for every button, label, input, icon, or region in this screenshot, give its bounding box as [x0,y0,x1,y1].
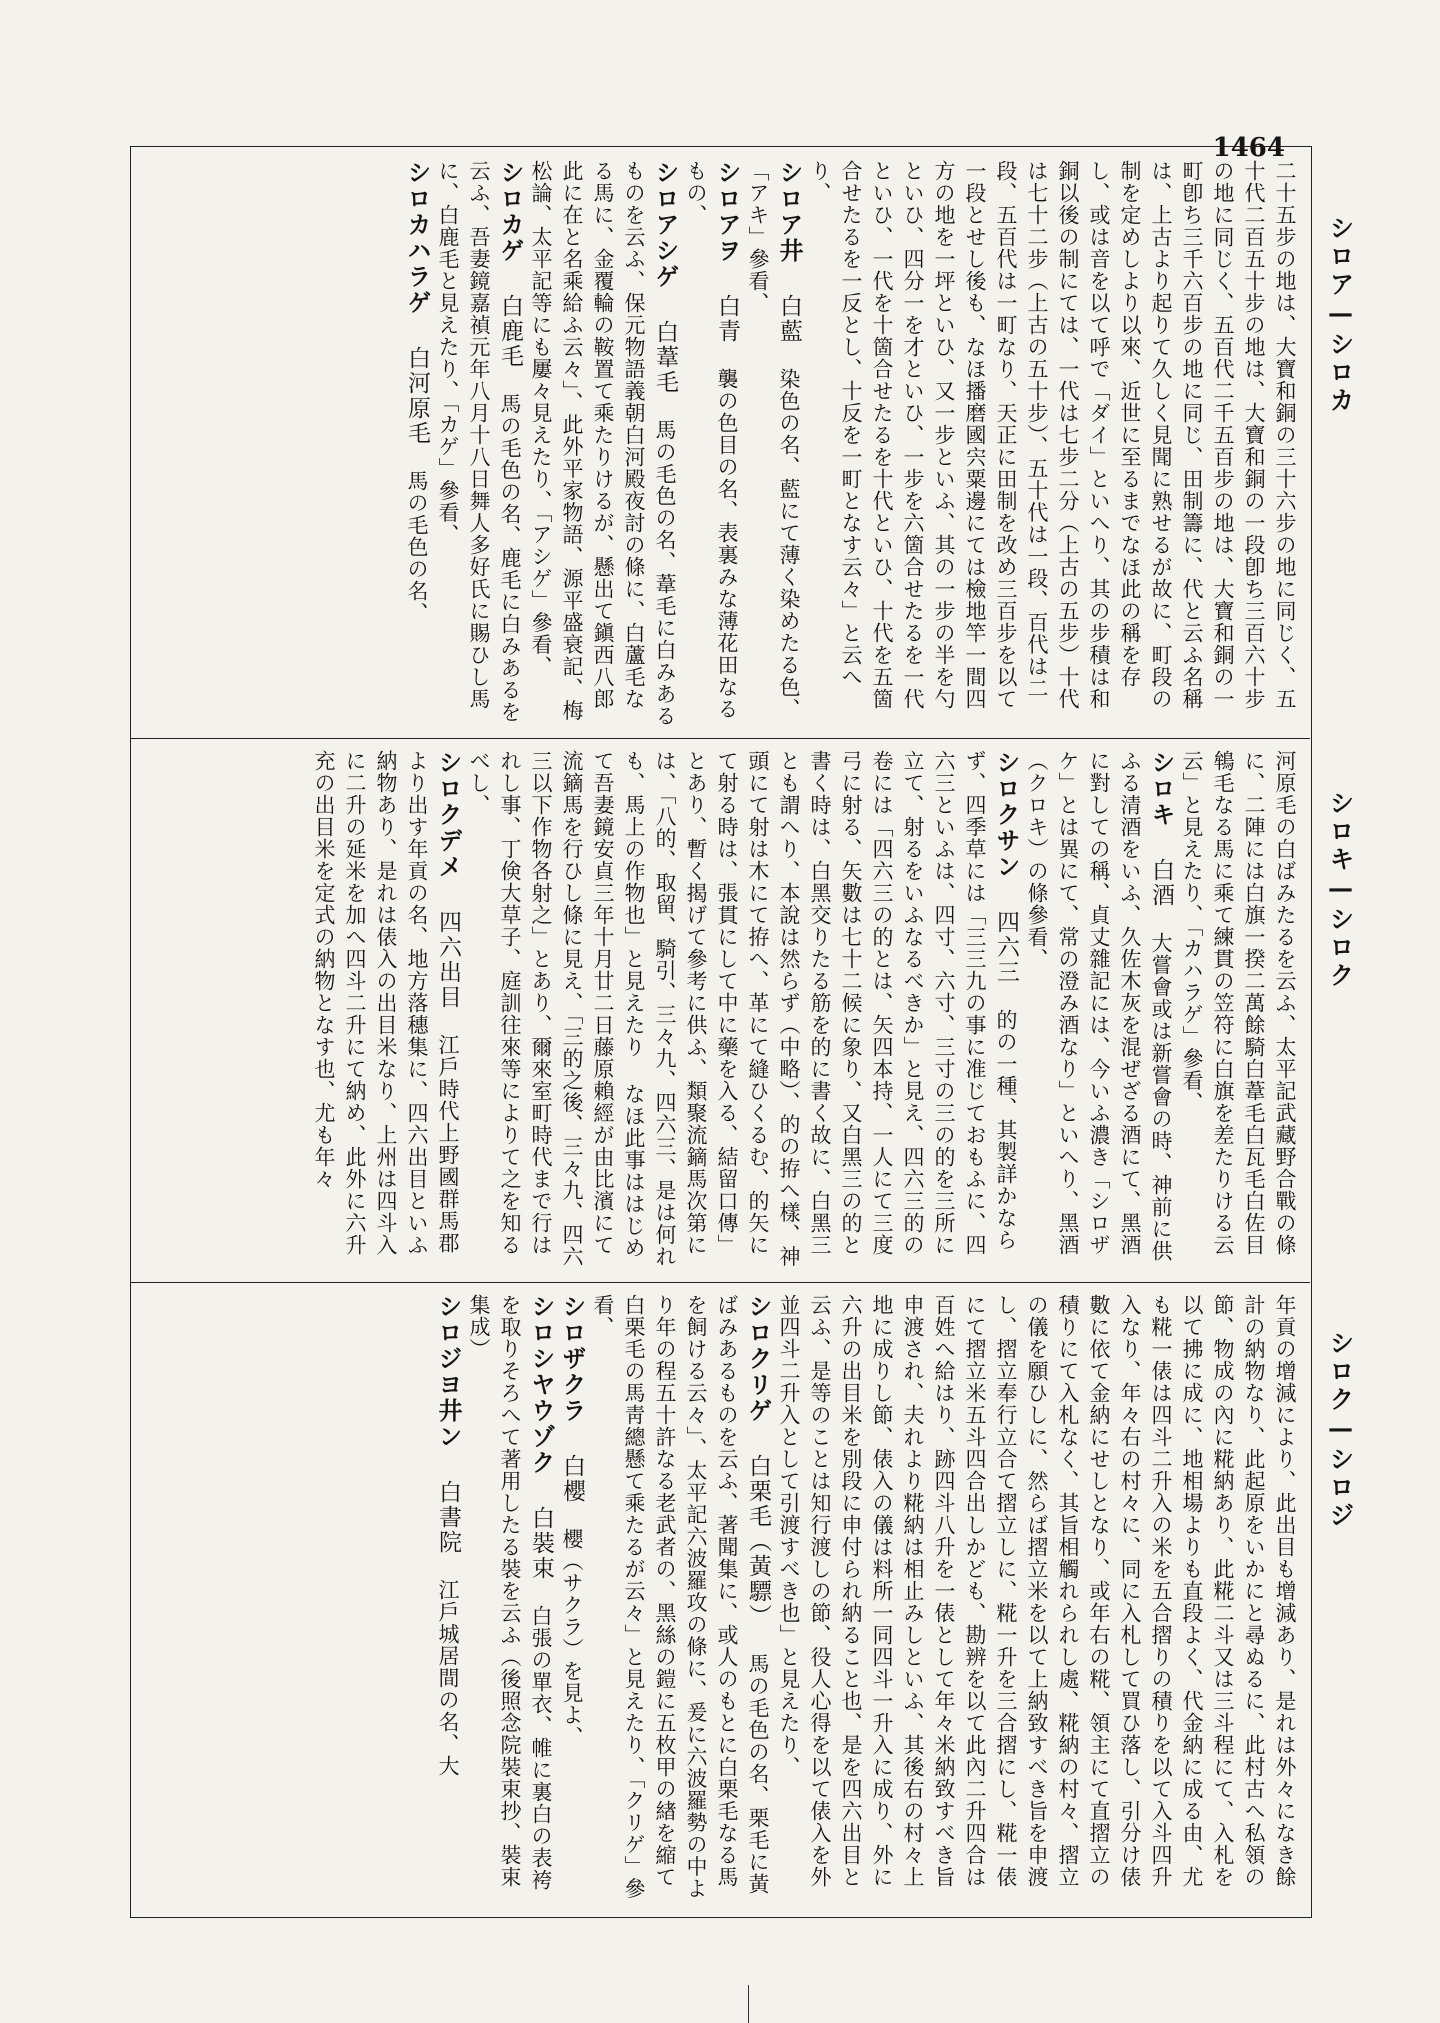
entry-headword: シロアシゲ [651,160,679,290]
entry-headword: シロアヲ [713,160,741,264]
entry-text: 年貢の增減により、此出目も增減あり、是れは外々になき餘計の納物なり、此起原をいかにと尋ぬるに、此村古へ私領の節、物成の內に糀納あり、此糀二斗又は三斗程にて、入札を以て拂に成に、地相場よりも直段よく、代金納に成る由、尤も糀一俵は四斗二升入の米を五合摺りの積りを以て入斗四升入なり、年々右の村々に、同に入札して買ひ落し、引分け俵數に依て金納にせしとなり、或年右の糀、領主にて直摺立の積りにて入札なく、其旨相觸れられし處、糀納の村々、摺立の儀を願ひしに、然らば摺立米を以て上納致すべき旨を申渡し、摺立奉行立合て摺立しに、糀一升を三合摺にし、糀一俵にて摺立米五斗四合出しかども、勘辨を以て此內二升四合は百姓へ給はり、跡四斗八升を一俵として年々米納致すべき旨申渡され、夫れより糀納は相止みしといふ、其後右の村々上地に成りし節、俵入の儀は料所一同四斗一升入に成り、外に六升の出目米を別段に申付られ納ること也、是を四六出目と云ふ、是等のことは知行渡しの節、役人心得を以て俵入を外並四斗二升入として引渡すべき也」と見えたり、 [777,1294,1297,1888]
dictionary-entry [556,1294,587,1906]
entry-term: 白青 [714,294,740,344]
entry-continuation [773,1294,1300,1906]
entry-text: 河原毛の白ばみたるを云ふ、太平記武藏野合戰の條に、二陣には白旗一揆二萬餘騎白葦毛白瓦毛白佐目鴾毛なる馬に乘て練貫の笠符に白旗を差たりける云云」と見えたり、「カハラゲ」參看、 [1180,750,1297,1256]
section-middle [140,750,1300,1272]
entry-text: 大嘗會或は新嘗會の時、神前に供ふる清酒をいふ、久佐木灰を混ぜざる酒にて、黑酒に對しての稱、貞丈雜記には、今いふ濃き「シロザケ」とは異にて、常の澄み酒なり」といへり、黑酒（クロキ）の條參看、 [1025,750,1173,1262]
entry-text: 馬の毛色の名、 [405,470,429,624]
entry-text: 襲の色目の名、表裏みな薄花田なるもの、 [684,160,739,720]
entry-headword: シロジヨ井ン [434,1294,462,1450]
entry-text: 櫻（サクラ）を見よ、 [560,1528,584,1748]
entry-term: 白栗毛（黃驃） [745,1454,771,1629]
entry-text: 二十五步の地は、大寶和銅の三十六步の地に同じく、五十代二百五十步の地は、大寶和銅の一段卽ち三百六十步の地に同じく、五百代二千五百步の地は、大寶和銅の一町卽ち三千六百步の地に同じ、田制籌に、代と云ふ名稱は、上古より起りて久しく見聞に熟せるが故に、町段の制を定めしより以來、近世に至るまでなほ此の稱を存し、或は音を以て呼で「ダイ」といへり、其の步積は和銅以後の制にては、一代は七步二分（上古の五步）十代は七十二步（上古の五十步）、五十代は一段、百代は二段、五百代は一町なり、天正に田制を改め三百步を以て一段とせし後も、なほ播磨國宍粟邊にては檢地竿一間四方の地を一坪といひ、又一步といふ、其の一步の半を勺といひ、四分一を才といひ、一步を六箇合せたるを一代といひ、一代を十箇合せたるを十代といひ、十代を五箇合せたるを一反とし、十反を一町となす云々」と云へり、 [808,160,1297,710]
page-number: 1464 [1212,133,1285,163]
section-divider-lower [130,1282,1310,1283]
entry-continuation [1176,750,1300,1272]
entry-term: 白櫻 [559,1454,585,1504]
entry-text: 江戶時代上野國群馬郡より出す年貢の名、地方落穗集に、四六出目といふ納物あり、是れは俵入の出目米なり、上州は四斗入に二升の延米を加へ四斗二升にて納め、此外に六升充の出目米を定式の納物となす也、尤も年々 [312,750,460,1256]
entry-text: 白張の單衣、帷に裏白の表袴を取りそろへて著用したる裝を云ふ（後照念院裝束抄、裝束集成） [467,1294,553,1891]
entry-term: 白河原毛 [404,346,430,446]
dictionary-entry [680,160,742,728]
dictionary-entry [587,1294,773,1906]
entry-term: 白葦毛 [652,320,678,395]
entry-text: 江戶城居間の名、大 [436,1579,460,1777]
entry-headword: シロシヤウゾク [527,1294,555,1476]
entry-term: 白鹿毛 [497,294,523,369]
entry-term: 白裝束 [528,1506,554,1581]
dictionary-entry [308,750,463,1272]
entry-term: 白酒 [1148,858,1174,908]
dictionary-entry [463,750,1021,1272]
dictionary-entry [432,160,525,728]
entry-headword: シロクサン [992,750,1020,880]
dictionary-entry [401,160,432,728]
entry-text: 馬の毛色の名、葦毛に白みあるものを云ふ、保元物語義朝白河殿夜討の條に、白蘆毛なる馬に、金覆輪の鞍置て乘たりけるが、懸出て鎭西八郎此に在と名乘給ふ云々」、此外平家物語、源平盛衰記、梅松論、太平記等にも屢々見えたり、「アシゲ」參看、 [529,160,677,727]
entry-term: 白藍 [776,294,802,344]
entry-headword: シロア井 [775,160,803,264]
entry-headword: シロクリゲ [744,1294,772,1424]
section-divider-upper [130,738,1310,739]
entry-headword: シロクデメ [434,750,462,880]
entry-text: 的の一種、其製詳かならず、四季草には「三三九の事に准じておもふに、四六三といふは、四寸、六寸、三寸の三の的を三所に立て、射るをいふなるべきか」と見え、四六三的の卷には「四六三の的とは、矢四本持、一人にて三度弓に射る、矢數は七十二候に象り、又白黑三の的と書く時は、白黑交りたる筋を的に書く故に、白黑三とも謂へり、本說は然らず（中略）、的の拵へ樣、神頭にて射は木にて拵へ、革にて縫ひくるむ、的矢にて射る時は、張貫にして中に藥を入る、結留口傳」とあり、暫く揭げて參考に供ふ、類聚流鏑馬次第には、「八的、取留、騎引、三々九、四六三、是は何れも、馬上の作物也」と見えたり なほ此事ははじめて吾妻鏡安貞三年十月廿二日藤原賴經が由比濱にて流鏑馬を行ひし條に見え、「三的之後、三々九、四六三以下作物各射之」とあり、爾來室町時代まで行はれし事、丁倹大草子、庭訓往來等によりて之を知るべし、 [467,750,1018,1268]
section-top [140,160,1300,728]
entry-headword: シロキ [1147,750,1175,828]
entry-term: 四六出目 [435,910,461,1010]
margin-header-top: シロア—シロカ [1326,215,1355,415]
entry-headword: シロザクラ [558,1294,586,1424]
margin-header-middle: シロキ—シロク [1326,790,1355,990]
entry-term: 白書院 [435,1480,461,1555]
dictionary-entry [1021,750,1176,1272]
entry-text: 馬の毛色の名、栗毛に黃ばみあるものを云ふ、著聞集に、或人のもとに白栗毛なる馬を飼ける云々」、太平記六波羅攻の條に、爰に六波羅勢の中より年の程五十許なる老武者の、黑絲の鎧に五枚甲の緖を縮て白栗毛の馬靑總懸て乘たるが云々」と見えたり、「クリゲ」參看、 [591,1294,770,1900]
dictionary-entry [742,160,804,728]
margin-header-bottom: シロク—シロジ [1326,1330,1355,1530]
dictionary-entry [525,160,680,728]
bottom-binding-mark [748,1985,749,2023]
entry-text: 馬の毛色の名、鹿毛に白みあるを云ふ、吾妻鏡嘉禎元年八月十八日舞人多好氏に賜ひし馬に、白鹿毛と見えたり、「カゲ」參看、 [436,160,522,723]
entry-text: 染色の名、藍にて薄く染めたる色、「アキ」參看、 [746,160,801,720]
section-bottom [140,1294,1300,1906]
entry-headword: シロカハラゲ [403,160,431,316]
entry-term: 四六三 [993,910,1019,985]
entry-continuation [804,160,1300,728]
dictionary-entry [463,1294,556,1906]
entry-headword: シロカゲ [496,160,524,264]
dictionary-entry [432,1294,463,1906]
